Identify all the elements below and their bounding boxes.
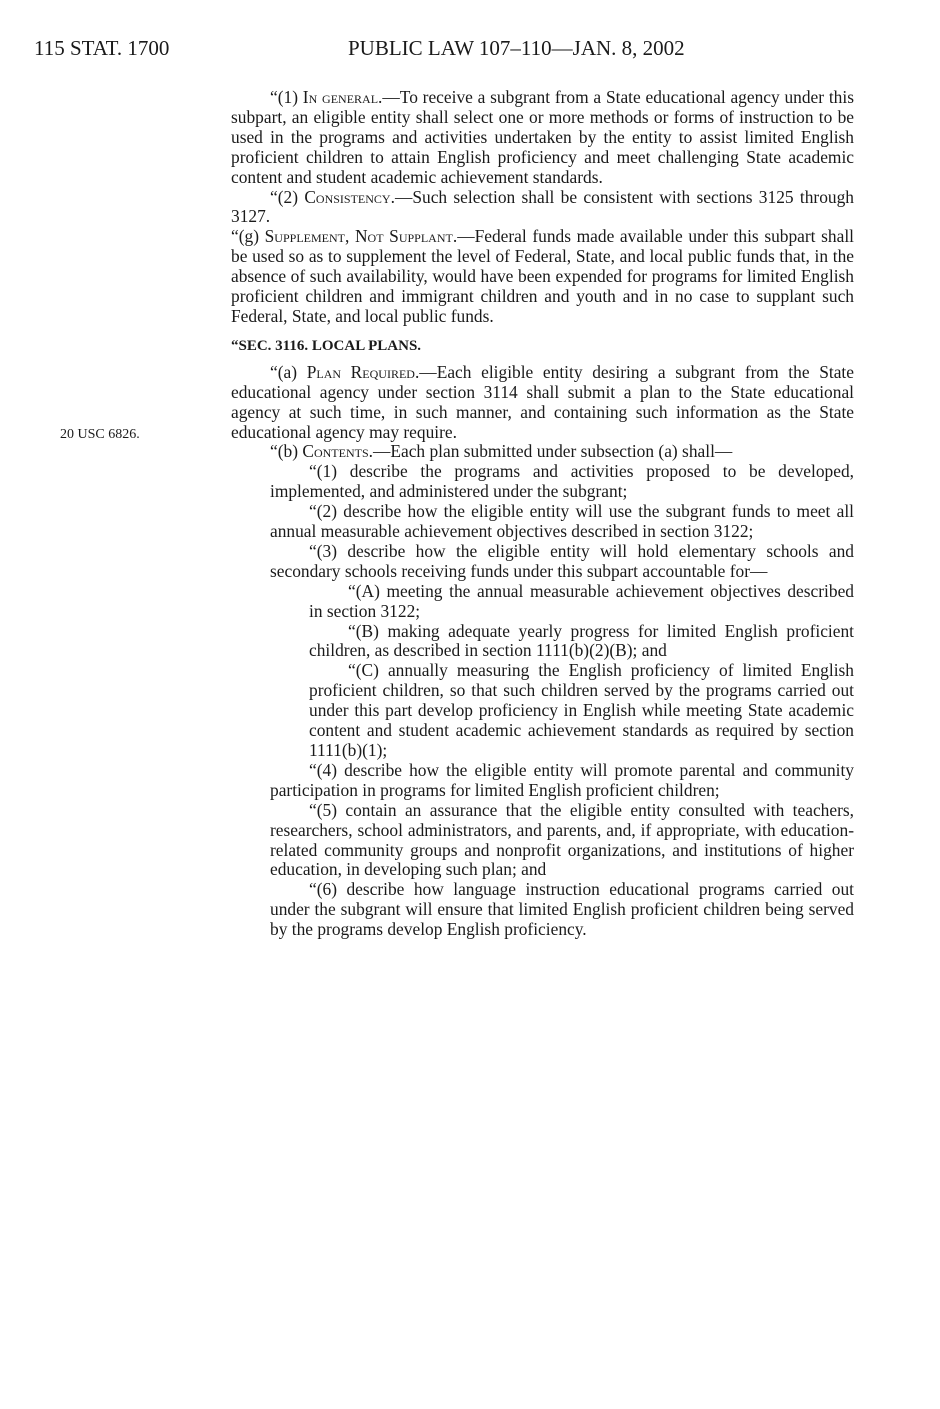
document-body (231, 88, 854, 940)
paragraph-heading: Supplement, Not Supplant (264, 226, 453, 247)
paragraph-a: “(a) Plan Required.—Each eligible entity desiring a subgrant from the State educational agency under section 3114 shall submit a plan to the State educational agency at such time, in such manner, and containing such information as the State educational agency may require. (231, 361, 854, 442)
list-item: “(5) contain an assurance that the eligible entity consulted with teachers, researchers, school administrators, and parents, and, if appropriate, with education-related community groups and nonprofit organizations, and institutions of higher education, in developing such plan; and (270, 799, 854, 880)
paragraph-heading: Plan Required (306, 361, 415, 382)
list-item: “(3) describe how the eligible entity will hold elementary schools and secondary schools receiving funds under this subpart accountable for— (270, 540, 854, 581)
section-heading: “SEC. 3116. LOCAL PLANS. (231, 337, 422, 354)
list-item: “(B) making adequate yearly progress for limited English proficient children, as described in section 1111(b)(2)(B); and (309, 620, 854, 661)
paragraph-f2: “(2) Consistency.—Such selection shall be consistent with sections 3125 through 3127. (231, 186, 854, 227)
paragraph-g: “(g) Supplement, Not Supplant.—Federal funds made available under this subpart shall be used so as to supplement the level of Federal, State, and local public funds that, in the absence of such availability, would have been expended for programs for limited English proficient children and immigrant children and youth and in no case to supplant such Federal, State, and local public funds. (231, 226, 854, 326)
usc-margin-note: 20 USC 6826. (60, 427, 140, 442)
list-item: “(6) describe how language instruction educational programs carried out under the subgrant will ensure that limited English proficient children being served by the programs develop English proficiency. (270, 879, 854, 940)
paragraph-heading: In general (302, 87, 379, 107)
list-item: “(1) describe the programs and activities proposed to be developed, implemented, and administered under the subgrant; (270, 461, 854, 502)
page-header (34, 36, 854, 66)
paragraph-heading: Contents (302, 441, 369, 462)
list-item: “(4) describe how the eligible entity will promote parental and community participation in programs for limited English proficient children; (270, 759, 854, 800)
statute-page-number: 115 STAT. 1700 (34, 36, 170, 60)
paragraph-b: “(b) Contents.—Each plan submitted under subsection (a) shall— (270, 441, 733, 462)
paragraph-heading: Consistency (304, 186, 391, 207)
list-item: “(A) meeting the annual measurable achievement objectives described in section 3122; (309, 580, 854, 621)
list-item: “(C) annually measuring the English proficiency of limited English proficient children, so that such children served by the programs carried out under this part develop proficiency in English while meeting State academic content and student academic achievement standards as required by section 1111(b)(1); (309, 660, 854, 760)
public-law-title: PUBLIC LAW 107–110—JAN. 8, 2002 (348, 36, 685, 60)
list-item: “(2) describe how the eligible entity will use the subgrant funds to meet all annual measurable achievement objectives described in section 3122; (270, 501, 854, 542)
paragraph-f1: “(1) In general.—To receive a subgrant from a State educational agency under this subpart, an eligible entity shall select one or more methods or forms of instruction to be used in the programs and activities undertaken by the entity to assist limited English proficient children to attain English proficiency and meet challenging State academic content and student academic achievement standards. (231, 87, 854, 187)
